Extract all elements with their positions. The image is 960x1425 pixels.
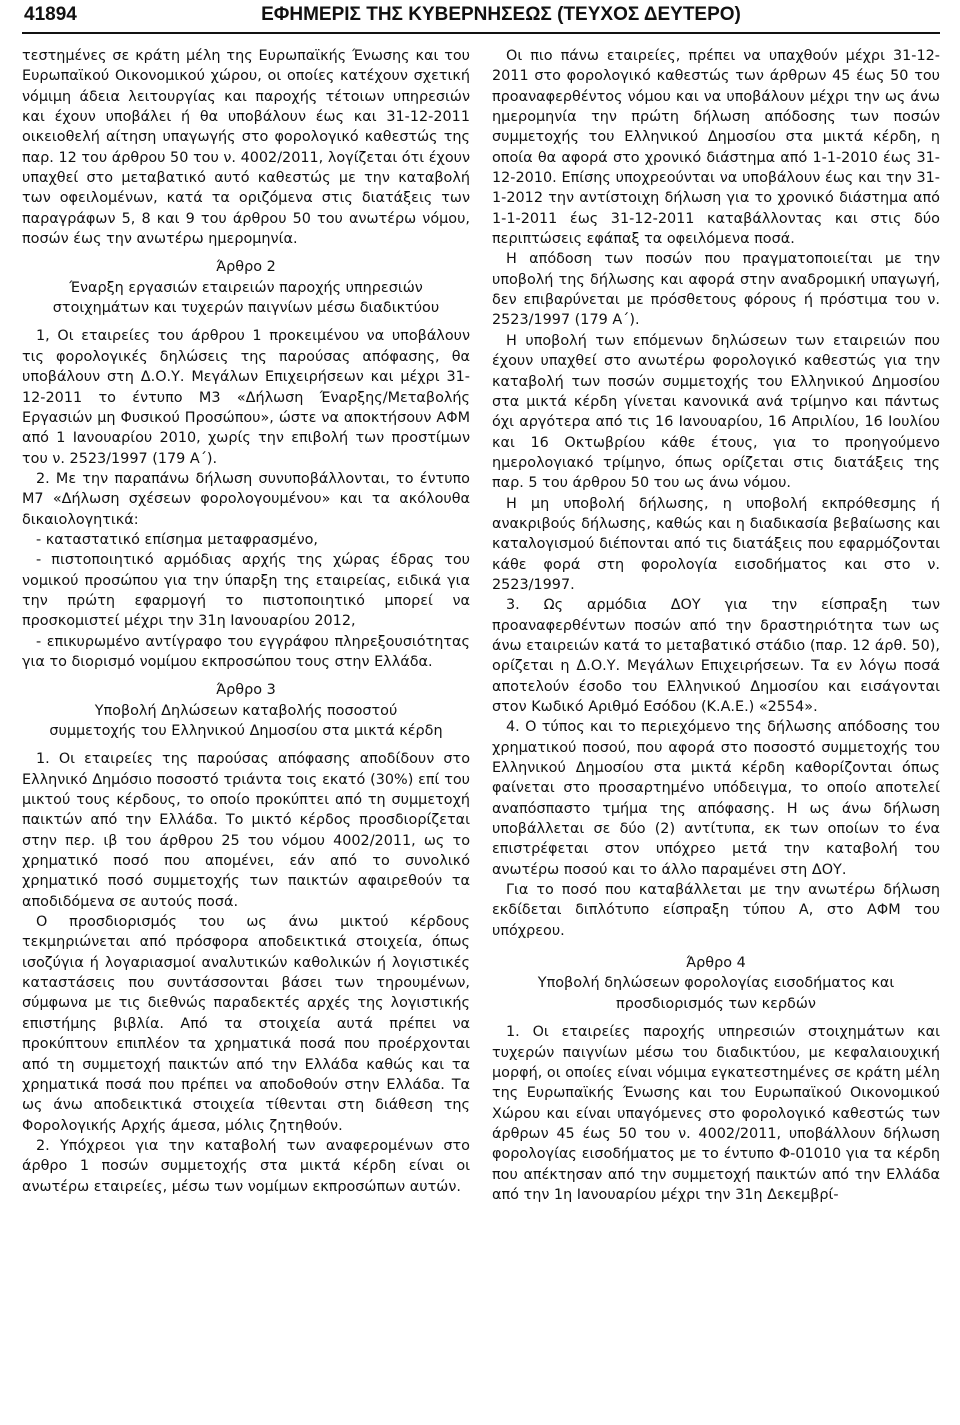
paragraph: 1. Οι εταιρείες παροχής υπηρεσιών στοιχημάτων και τυχερών παιγνίων μέσω του διαδικτύου, με κεφαλαιουχική μορφή, οι οποίες είναι νόμιμα εγκατεστημένες σε κράτη μέλη της Ευρωπαϊκής Ένωσης και του Ευρωπαϊκού Οικονομικού Χώρου και είναι υπαγόμενες στο φορολογικό καθεστώς των άρθρων 45 έως 50 του ν. 4002/2011, υποβάλλουν δήλωση φορολογίας εισοδήματος με το έντυπο Φ-01010 για τα κέρδη που απέκτησαν από την συμμετοχή παικτών από την Ελλάδα από την 1η Ιανουαρίου μέχρι την 31η Δεκεμβρί- — [492, 1024, 940, 1203]
paragraph: Η απόδοση των ποσών που πραγματοποιείται με την υποβολή της δήλωσης και αφορά στην αναδρομική υπαγωγή, δεν επιβαρύνεται με πρόσθετους φόρους ή πρόστιμα του ν. 2523/1997 (179 Α΄). — [492, 251, 940, 329]
list-item: - επικυρωμένο αντίγραφο του εγγράφου πληρεξουσιότητας για το διορισμό νομίμου εκπροσώπου τους στην Ελλάδα. — [22, 633, 470, 670]
article-3-subtitle-line1: Υποβολή Δηλώσεων καταβολής ποσοστού — [94, 702, 398, 719]
text-columns — [22, 46, 940, 1419]
gazette-title: ΕΦΗΜΕΡΙΣ ΤΗΣ ΚΥΒΕΡΝΗΣΕΩΣ (ΤΕΥΧΟΣ ΔΕΥΤΕΡΟ) — [261, 4, 741, 25]
article-3-subtitle-line2: συμμετοχής του Ελληνικού Δημοσίου στα μικτά κέρδη — [49, 723, 443, 739]
article-4-heading: Άρθρο 4 — [686, 955, 746, 972]
article-2-subtitle-line1: Έναρξη εργασιών εταιρειών παροχής υπηρεσιών — [69, 279, 423, 296]
paragraph: 2. Υπόχρεοι για την καταβολή των αναφερομένων στο άρθρο 1 ποσών συμμετοχής στα μικτά κέρδη είναι οι ανωτέρω εταιρείες, μέσω των νομίμων εκπροσώπων αυτών. — [22, 1137, 470, 1195]
paragraph: Ο προσδιορισμός του ως άνω μικτού κέρδους τεκμηριώνεται από πρόσφορα αποδεικτικά στοιχεία, όπως ισοζύγια ή λογαριασμοί αναλυτικών καθολικών ή λογιστικές καταστάσεις που συντάσσονται βάσει των τηρουμένων, σύμφωνα με τις διεθνώς παραδεκτές αρχές της λογιστικής επιστήμης βιβλία. Από τα στοιχεία αυτά πρέπει να προκύπτουν επιπλέον τα χρηματικά ποσά που προέρχονται από τη συμμετοχή παικτών από την Ελλάδα καθώς και τα χρηματικά ποσά που πρέπει να αποδοθούν στην Ελλάδα. Τα ως άνω αποδεικτικά στοιχεία τίθενται στη διάθεση της Φορολογικής Αρχής άμεσα, μόλις ζητηθούν. — [22, 914, 470, 1134]
paragraph: Η μη υποβολή δήλωσης, η υποβολή εκπρόθεσμης ή ανακριβούς δήλωσης, καθώς και η διαδικασία βεβαίωσης και καταλογισμού διέπονται από τις διατάξεις που εφαρμόζονται κάθε φορά στη φορολογία εισοδήματος και στο ν. 2523/1997. — [492, 495, 940, 593]
paragraph: 4. Ο τύπος και το περιεχόμενο της δήλωσης απόδοσης του χρηματικού ποσού, που αφορά στο ποσοστό συμμετοχής του Ελληνικού Δημοσίου στα μικτά κέρδη καθορίζονται όπως φαίνεται στο προσαρτημένο υπόδειγμα, το οποίο αποτελεί αναπόσπαστο τμήμα της απόφασης. Η ως άνω δήλωση υποβάλλεται σε δύο (2) αντίτυπα, εκ των οποίων το ένα επιστρέφεται στον υπόχρεο μετά την καταβολή του ανωτέρω ποσού και το άλλο παραμένει στη ΔΟΥ. — [492, 719, 940, 878]
paragraph: τεστημένες σε κράτη μέλη της Ευρωπαϊκής Ένωσης και του Ευρωπαϊκού Οικονομικού χώρου, οι οποίες κατέχουν σχετική νόμιμη άδεια λειτουργίας και παροχής τέτοιων υπηρεσιών και έχουν υποβάλει ή θα υποβάλουν έως και 31-12-2011 οικειοθελή αίτηση υπαγωγής στο φορολογικό καθεστώς της παρ. 12 του άρθρου 50 του ν. 4002/2011, λογίζεται ότι έχουν υπαχθεί στο μεταβατικό αυτό καθεστώς με την καταβολή των οφειλομένων, κατά τα οριζόμενα στις διατάξεις των παραγράφων 5, 8 και 9 του άρθρου 50 του ανωτέρω νόμου, ποσών έως την ανωτέρω ημερομηνία. — [22, 48, 470, 248]
paragraph: Οι πιο πάνω εταιρείες, πρέπει να υπαχθούν μέχρι 31-12-2011 στο φορολογικό καθεστώς των άρθρων 45 έως 50 του προαναφερθέντος νόμου και να υποβάλουν μέχρι την ως άνω ημερομηνία την πρώτη δήλωση απόδοσης των ποσών συμμετοχής του Ελληνικού Δημοσίου στα μικτά κέρδη, η οποία θα αφορά στο χρονικό διάστημα από 1-1-2010 έως 31-12-2010. Επίσης υποχρεούνται να υποβάλουν έως και την 31-1-2012 την αντίστοιχη δήλωση για το χρονικό διάστημα από 1-1-2011 έως 31-12-2011 καταβάλλοντας και στις δύο περιπτώσεις εφάπαξ τα οφειλόμενα ποσά. — [492, 48, 940, 248]
article-4-subtitle-line2: προσδιορισμός των κερδών — [616, 995, 816, 1012]
list-item: - καταστατικό επίσημα μεταφρασμένο, — [36, 531, 318, 548]
article-2-subtitle-line2: στοιχημάτων και τυχερών παιγνίων μέσω διαδικτύου — [52, 300, 440, 317]
paragraph: Για το ποσό που καταβάλλεται με την ανωτέρω δήλωση εκδίδεται διπλότυπο είσπραξη τύπου Α, στο ΑΦΜ του υπόχρεου. — [492, 882, 940, 939]
list-item: - πιστοποιητικό αρμόδιας αρχής της χώρας έδρας του νομικού προσώπου για την ύπαρξη της εταιρείας, ειδικά για την πρώτη εφαρμογή το πιστοποιητικό μπορεί να προσκομιστεί μέχρι την 31η Ιανουαρίου 2012, — [22, 552, 470, 630]
article-2-heading: Άρθρο 2 — [216, 259, 276, 276]
article-4-subtitle-line1: Υποβολή δηλώσεων φορολογίας εισοδήματος και — [537, 975, 895, 992]
page-header — [22, 0, 940, 34]
paragraph: 1, Οι εταιρείες του άρθρου 1 προκειμένου να υποβάλουν τις φορολογικές δηλώσεις της παρούσας απόφασης, θα υποβάλουν στη Δ.Ο.Υ. Μεγάλων Επιχειρήσεων και μέχρι 31-12-2011 το έντυπο Μ3 «Δήλωση Έναρξης/Μεταβολής Εργασιών μη Φυσικού Προσώπου», ώστε να αποκτήσουν ΑΦΜ από 1 Ιανουαρίου 2010, χωρίς την επιβολή των προστίμων του ν. 2523/1997 (179 Α΄). — [22, 328, 470, 467]
paragraph: 2. Με την παραπάνω δήλωση συνυποβάλλονται, το έντυπο Μ7 «Δήλωση σχέσεων φορολογουμένου» και τα ακόλουθα δικαιολογητικά: — [22, 470, 470, 528]
page-number: 41894 — [24, 4, 77, 25]
paragraph: Η υποβολή των επόμενων δηλώσεων των εταιρειών που έχουν υπαχθεί στο ανωτέρω φορολογικό καθεστώς για την καταβολή των ποσών συμμετοχής του Ελληνικού Δημοσίου στα μικτά κέρδη γίνεται κανονικά ανά τρίμηνο και πάντως όχι αργότερα από τις 16 Ιανουαρίου, 16 Απριλίου, 16 Ιουλίου και 16 Οκτωβρίου κάθε έτους, για το προηγούμενο ημερολογιακό τρίμηνο, όπως ορίζεται στις διατάξεις της παρ. 5 του άρθρου 50 του ως άνω νόμου. — [492, 332, 940, 492]
paragraph: 3. Ως αρμόδια ΔΟΥ για την είσπραξη των προαναφερθέντων ποσών από την δραστηριότητα των ως άνω εταιρειών κατά το μεταβατικό στάδιο (παρ. 12 άρθ. 50), ορίζεται η Δ.Ο.Υ. Μεγάλων Επιχειρήσεων. Τα εν λόγω ποσά αποτελούν έσοδο του Ελληνικού Δημοσίου και εισάγονται στον Κωδικό Αριθμό Εσόδου (Κ.Α.Ε.) «2554». — [492, 597, 940, 715]
right-column — [492, 46, 940, 1419]
paragraph: 1. Οι εταιρείες της παρούσας απόφασης αποδίδουν στο Ελληνικό Δημόσιο ποσοστό τριάντα τοις εκατό (30%) επί του μικτού τους κέρδους, το οποίο προκύπτει από τη συμμετοχή παικτών από την Ελλάδα. Το μικτό κέρδος προσδιορίζεται στην περ. ιβ του άρθρου 25 του νόμου 4002/2011, ως το χρηματικό ποσό που απομένει, εάν από το συνολικό χρηματικό ποσό συμμετοχής των παικτών αφαιρεθούν τα αποδιδόμενα σε αυτούς ποσά. — [22, 751, 470, 910]
left-column — [22, 46, 470, 1419]
article-3-heading: Άρθρο 3 — [216, 682, 276, 699]
